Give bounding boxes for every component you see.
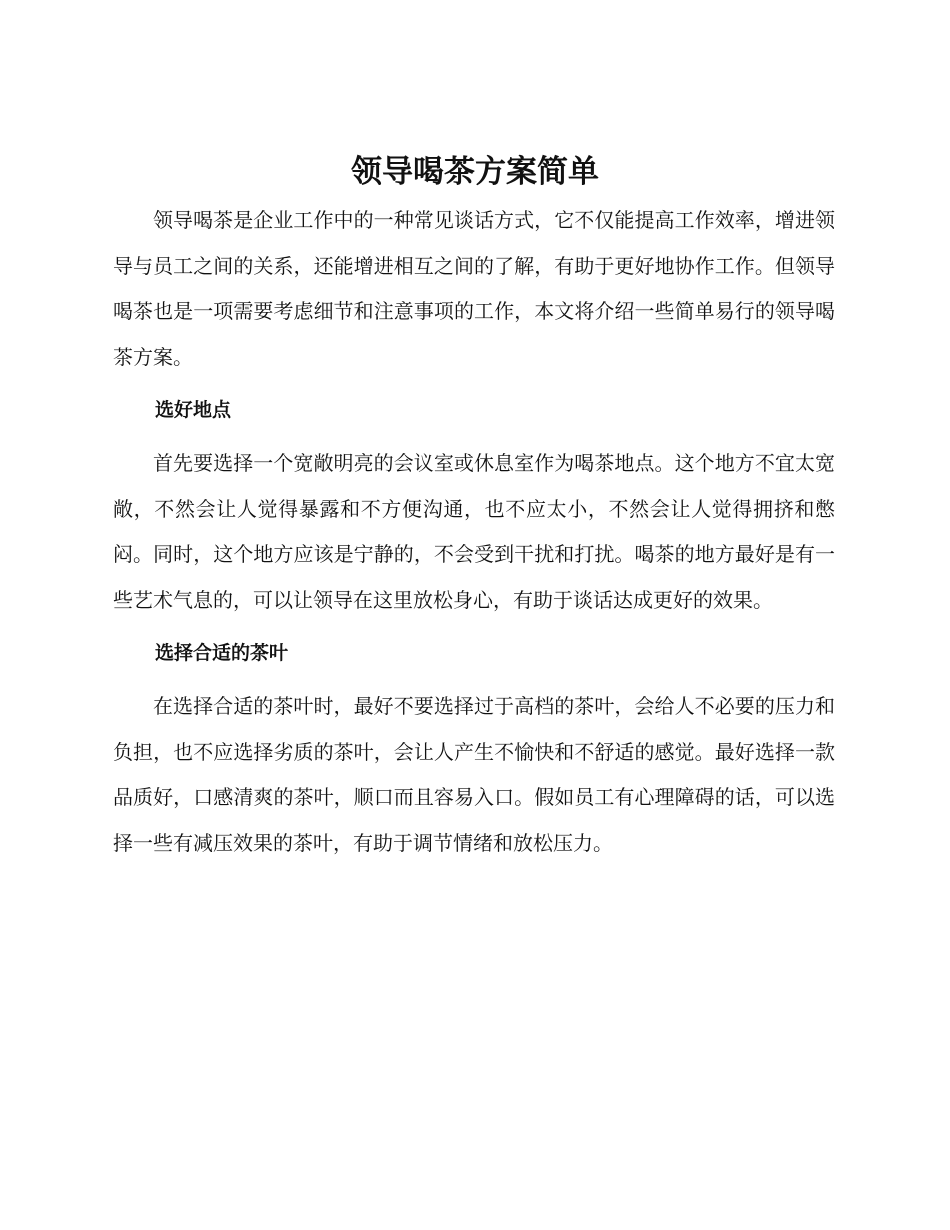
section-heading-tea: 选择合适的茶叶 bbox=[155, 642, 289, 664]
document-body bbox=[113, 198, 835, 866]
section-body-location: 首先要选择一个宽敞明亮的会议室或休息室作为喝茶地点。这个地方不宜太宽敞，不然会让人觉得暴露和不方便沟通，也不应太小，不然会让人觉得拥挤和憋闷。同时，这个地方应该是宁静的，不会受到干扰和打扰。喝茶的地方最好是有一些艺术气息的，可以让领导在这里放松身心，有助于谈话达成更好的效果。 bbox=[113, 451, 835, 612]
section-heading-location: 选好地点 bbox=[155, 399, 232, 421]
section-body-tea: 在选择合适的茶叶时，最好不要选择过于高档的茶叶，会给人不必要的压力和负担，也不应选择劣质的茶叶，会让人产生不愉快和不舒适的感觉。最好选择一款品质好，口感清爽的茶叶，顺口而且容易入口。假如员工有心理障碍的话，可以选择一些有减压效果的茶叶，有助于调节情绪和放松压力。 bbox=[113, 694, 835, 855]
intro-paragraph: 领导喝茶是企业工作中的一种常见谈话方式，它不仅能提高工作效率，增进领导与员工之间的关系，还能增进相互之间的了解，有助于更好地协作工作。但领导喝茶也是一项需要考虑细节和注意事项的工作，本文将介绍一些简单易行的领导喝茶方案。 bbox=[113, 208, 835, 369]
document-title: 领导喝茶方案简单 bbox=[351, 154, 599, 190]
